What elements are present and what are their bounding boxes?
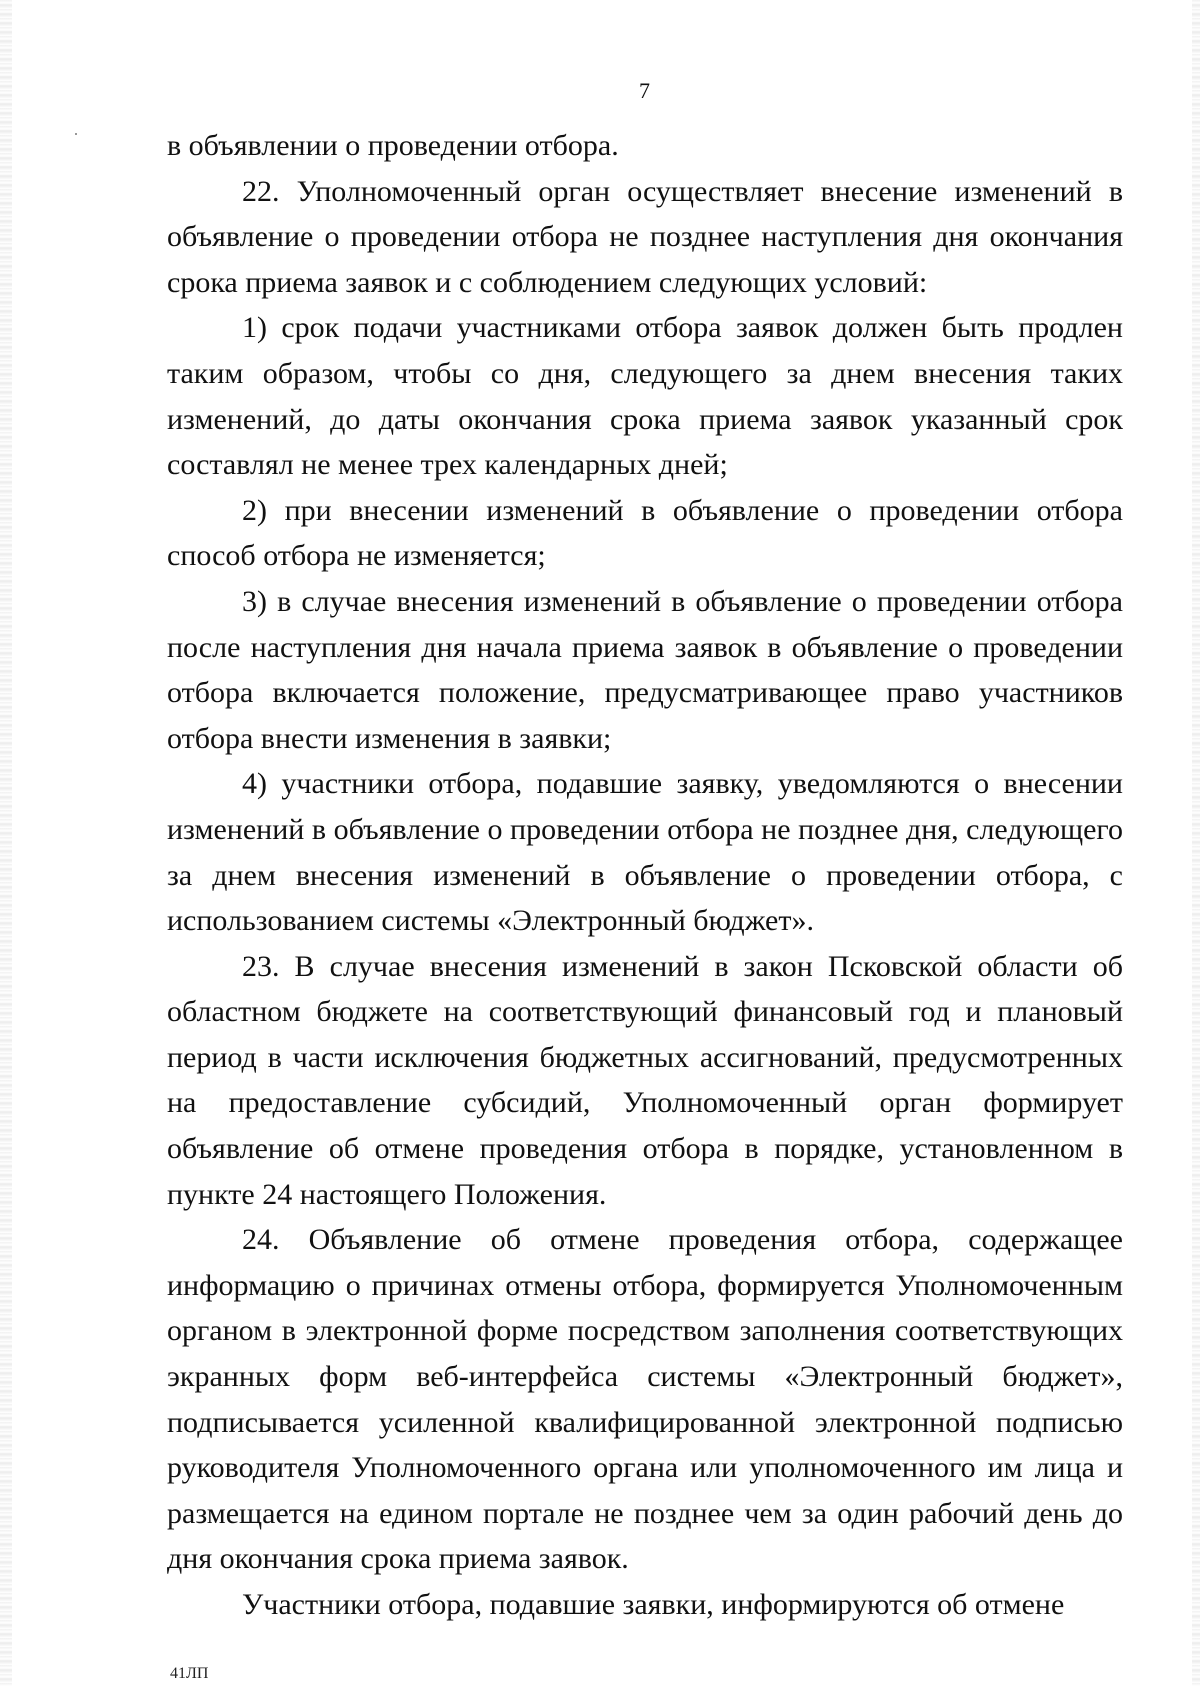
paragraph-condition-1: 1) срок подачи участниками отбора заявок должен быть продлен таким образом, чтобы со дня, следующего за днем внесения таких изменений, до даты окончания срока приема заявок указанный срок составлял не менее трех календарных дней;	[167, 311, 1123, 482]
page-number: 7	[639, 78, 650, 103]
paragraph-24: 24. Объявление об отмене проведения отбора, содержащее информацию о причинах отмены отбора, формируется Уполномоченным органом в электронной форме посредством заполнения соответствующих экранных форм веб-интерфейса системы «Электронный бюджет», подписывается усиленной квалифицированной электронной подписью руководителя Уполномоченного органа или уполномоченного им лица и размещается на едином портале не позднее чем за один рабочий день до дня окончания срока приема заявок.	[167, 1223, 1123, 1576]
paragraph-condition-3: 3) в случае внесения изменений в объявление о проведении отбора после наступления дня начала приема заявок в объявление о проведении отбора включается положение, предусматривающее право участников отбора внести изменения в заявки;	[167, 584, 1123, 755]
scan-speck	[75, 133, 77, 135]
paragraph-continuation: в объявлении о проведении отбора.	[167, 129, 619, 162]
scan-edge-right	[1192, 0, 1200, 1686]
scan-edge-left	[0, 0, 12, 1686]
paragraph-participants: Участники отбора, подавшие заявки, информируются об отмене	[242, 1588, 1065, 1621]
footer-code: 41ЛП	[170, 1665, 209, 1682]
document-body	[167, 123, 1123, 1628]
paragraph-condition-2: 2) при внесении изменений в объявление о проведении отбора способ отбора не изменяется;	[167, 493, 1123, 573]
paragraph-22: 22. Уполномоченный орган осуществляет внесение изменений в объявление о проведении отбора не позднее наступления дня окончания срока приема заявок и с соблюдением следующих условий:	[167, 174, 1123, 299]
paragraph-condition-4: 4) участники отбора, подавшие заявку, уведомляются о внесении изменений в объявление о проведении отбора не позднее дня, следующего за днем внесения изменений в объявление о проведении отбора, с использованием системы «Электронный бюджет».	[167, 767, 1123, 938]
paragraph-23: 23. В случае внесения изменений в закон Псковской области об областном бюджете на соответствующий финансовый год и плановый период в части исключения бюджетных ассигнований, предусмотренных на предоставление субсидий, Уполномоченный орган формирует объявление об отмене проведения отбора в порядке, установленном в пункте 24 настоящего Положения.	[167, 949, 1123, 1211]
